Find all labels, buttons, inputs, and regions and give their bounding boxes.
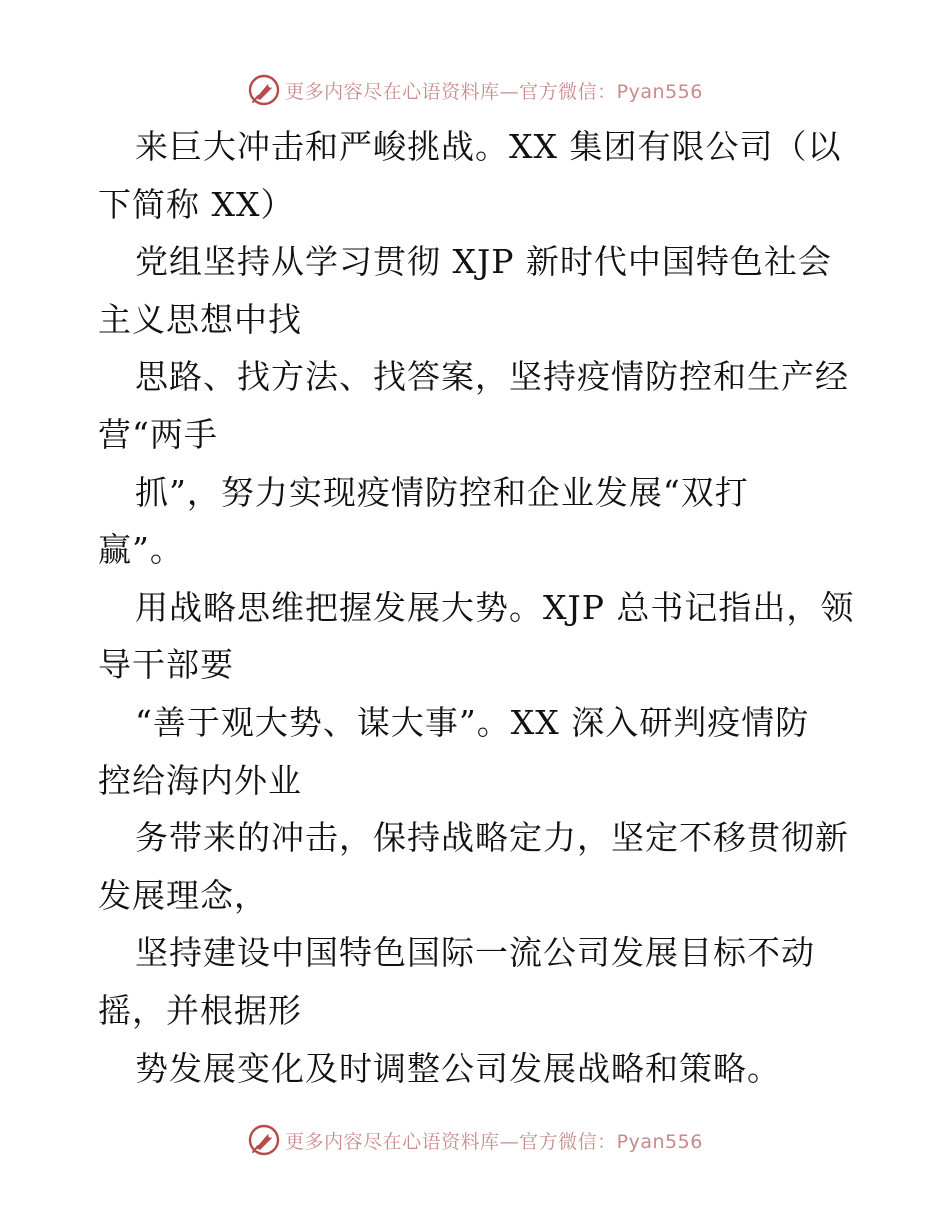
pen-nib-logo-icon (247, 1123, 281, 1157)
text-line: “善于观大势、谋大事”。XX 深入研判疫情防 (135, 702, 810, 742)
footer-watermark (0, 1120, 950, 1160)
text-line: 摇，并根据形 (98, 990, 302, 1030)
text-line: 抓”，努力实现疫情防控和企业发展“双打 (135, 472, 749, 512)
header-watermark (0, 70, 950, 110)
text-line: 来巨大冲击和严峻挑战。XX 集团有限公司（以 (135, 127, 842, 166)
text-line: 主义思想中找 (98, 299, 302, 339)
text-line: 坚持建设中国特色国际一流公司发展目标不动 (135, 933, 815, 973)
text-line: 务带来的冲击，保持战略定力，坚定不移贯彻新 (135, 818, 849, 858)
watermark-text: 更多内容尽在心语资料库—官方微信：Pyan556 (285, 80, 703, 103)
text-line: 势发展变化及时调整公司发展战略和策略。 (135, 1048, 781, 1088)
watermark-text: 更多内容尽在心语资料库—官方微信：Pyan556 (285, 1130, 703, 1153)
text-line: 用战略思维把握发展大势。XJP 总书记指出，领 (135, 587, 855, 627)
text-line: 下简称 XX） (98, 184, 295, 224)
text-line: 党组坚持从学习贯彻 XJP 新时代中国特色社会 (135, 242, 832, 282)
pen-nib-logo-icon (247, 73, 281, 107)
text-line: 思路、找方法、找答案，坚持疫情防控和生产经 (135, 357, 849, 397)
document-body (98, 118, 858, 1097)
text-line: 赢”。 (98, 530, 184, 570)
text-line: 发展理念， (98, 875, 268, 915)
text-line: 控给海内外业 (98, 760, 302, 800)
text-line: 营“两手 (98, 414, 218, 454)
text-line: 导干部要 (98, 645, 234, 685)
